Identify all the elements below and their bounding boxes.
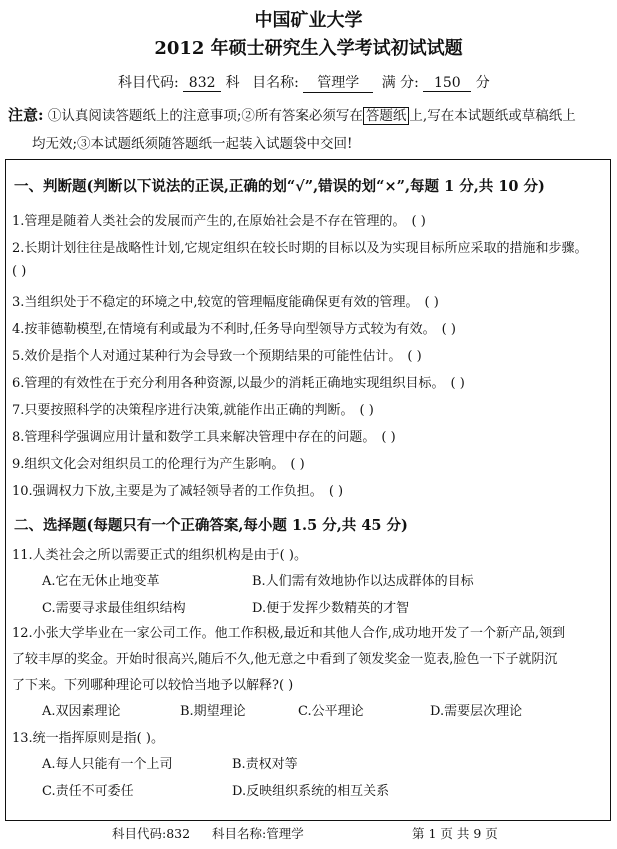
notice-prefix: 注意: <box>8 106 44 124</box>
subject-code: 832 <box>183 75 221 92</box>
full-score: 150 <box>423 75 471 92</box>
notice-line-1 <box>8 104 576 125</box>
q13-option-c: C.责任不可委任 <box>42 784 134 799</box>
question-3 <box>12 291 439 310</box>
question-8 <box>12 426 396 445</box>
question-text: 1.管理是随着人类社会的发展而产生的,在原始社会是不存在管理的。 <box>12 214 406 229</box>
university-name: 中国矿业大学 <box>254 10 363 31</box>
subject-name: 管理学 <box>303 72 373 93</box>
answer-blank: ( ) <box>424 295 439 310</box>
exam-meta <box>118 72 490 93</box>
q12-option-a: A.双因素理论 <box>42 704 121 719</box>
question-13: 13.统一指挥原则是指( )。 <box>12 731 164 746</box>
score-label: 满 分: <box>381 75 419 91</box>
section1-title: 一、判断题(判断以下说法的正误,正确的划“√”,错误的划“×”,每题 1 分,共 10 分) <box>14 178 545 195</box>
question-2 <box>12 237 588 256</box>
footer-page-number: 第 1 页 共 9 页 <box>412 826 498 841</box>
answer-blank: ( ) <box>12 264 27 279</box>
q12-option-c: C.公平理论 <box>298 704 364 719</box>
notice-text-a: ①认真阅读答题纸上的注意事项;②所有答案必须写在 <box>47 108 363 124</box>
answer-blank: ( ) <box>411 214 426 229</box>
question-11: 11.人类社会之所以需要正式的组织机构是由于( )。 <box>12 548 307 563</box>
notice-line-2: 均无效;③本试题纸须随答题纸一起装入试题袋中交回! <box>32 136 353 152</box>
question-7 <box>12 399 374 418</box>
q11-option-d: D.便于发挥少数精英的才智 <box>252 601 410 616</box>
score-unit: 分 <box>475 75 490 91</box>
q12-option-b: B.期望理论 <box>180 704 246 719</box>
question-12-line-3: 了下来。下列哪种理论可以较恰当地予以解释?( ) <box>12 678 294 693</box>
q12-option-d: D.需要层次理论 <box>430 704 523 719</box>
q13-option-b: B.责权对等 <box>232 757 298 772</box>
question-text: 6.管理的有效性在于充分利用各种资源,以最少的消耗正确地实现组织目标。 <box>12 376 445 391</box>
question-1 <box>12 210 426 229</box>
answer-blank: ( ) <box>407 349 422 364</box>
section2-title: 二、选择题(每题只有一个正确答案,每小题 1.5 分,共 45 分) <box>14 517 408 534</box>
answer-blank: ( ) <box>328 484 344 499</box>
question-12-line-1: 12.小张大学毕业在一家公司工作。他工作积极,最近和其他人合作,成功地开发了一个新产品,领到 <box>12 626 566 641</box>
name-label-a: 科 <box>225 75 240 91</box>
exam-title: 2012 年硕士研究生入学考试初试试题 <box>154 38 463 59</box>
question-9 <box>12 453 305 472</box>
footer-subject-code: 科目代码:832 <box>112 826 191 841</box>
name-label-b: 目名称: <box>252 75 299 91</box>
question-text: 2.长期计划往往是战略性计划,它规定组织在较长时期的目标以及为实现目标所应采取的措施和步骤。 <box>12 241 588 256</box>
answer-blank: ( ) <box>441 322 456 337</box>
question-5 <box>12 345 422 364</box>
question-text: 5.效价是指个人对通过某种行为会导致一个预期结果的可能性估计。 <box>12 349 402 364</box>
question-text: 9.组织文化会对组织员工的伦理行为产生影响。 <box>12 457 285 472</box>
question-text: 3.当组织处于不稳定的环境之中,较宽的管理幅度能确保更有效的管理。 <box>12 295 419 310</box>
answer-sheet-box: 答题纸 <box>363 107 410 125</box>
code-label: 科目代码: <box>118 75 179 91</box>
question-text: 8.管理科学强调应用计量和数学工具来解决管理中存在的问题。 <box>12 430 376 445</box>
q11-option-b: B.人们需有效地协作以达成群体的目标 <box>252 574 474 589</box>
answer-blank: ( ) <box>381 430 396 445</box>
q13-option-d: D.反映组织系统的相互关系 <box>232 784 390 799</box>
question-12-line-2: 了较丰厚的奖金。开始时很高兴,随后不久,他无意之中看到了领发奖金一览表,脸色一下子就阴沉 <box>12 652 558 667</box>
q11-option-c: C.需要寻求最佳组织结构 <box>42 601 186 616</box>
answer-blank: ( ) <box>359 403 374 418</box>
q11-option-a: A.它在无休止地变革 <box>42 574 160 589</box>
q13-option-a: A.每人只能有一个上司 <box>42 757 173 772</box>
question-text: 4.按菲德勒模型,在情境有利或最为不利时,任务导向型领导方式较为有效。 <box>12 322 436 337</box>
answer-blank: ( ) <box>450 376 465 391</box>
question-text: 10.强调权力下放,主要是为了减轻领导者的工作负担。 <box>12 484 323 499</box>
notice-text-b: 上,写在本试题纸或草稿纸上 <box>409 108 576 124</box>
footer-subject-name: 科目名称:管理学 <box>212 826 304 841</box>
question-4 <box>12 318 456 337</box>
question-6 <box>12 372 465 391</box>
question-2-cont <box>12 264 26 279</box>
answer-blank: ( ) <box>290 457 305 472</box>
question-10 <box>12 480 343 499</box>
question-text: 7.只要按照科学的决策程序进行决策,就能作出正确的判断。 <box>12 403 354 418</box>
